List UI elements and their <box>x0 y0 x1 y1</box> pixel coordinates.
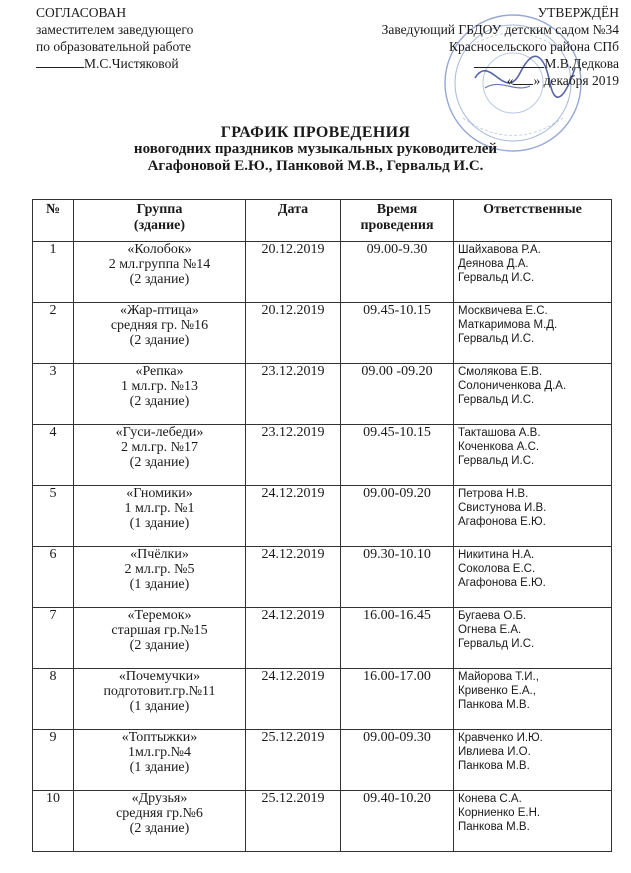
row-responsible <box>454 669 612 730</box>
responsible-3: Гервальд И.С. <box>458 333 535 345</box>
responsible-1: Такташова А.В. <box>458 427 541 439</box>
row-responsible <box>454 730 612 791</box>
row-number: 8 <box>33 669 74 730</box>
table-row <box>33 364 612 425</box>
row-group <box>74 425 246 486</box>
row-time: 09.30-10.10 <box>341 547 454 608</box>
approval-right-date-line <box>382 72 619 89</box>
title-line-3: Агафоновой Е.Ю., Панковой М.В., Гервальд И.С. <box>147 158 484 174</box>
group-name: «Топтыжки» <box>121 730 198 745</box>
responsible-3: Гервальд И.С. <box>458 394 535 406</box>
group-name: «Колобок» <box>127 242 192 257</box>
row-group <box>74 242 246 303</box>
approval-right-title: УТВЕРЖДЁН <box>537 5 619 20</box>
row-date: 24.12.2019 <box>246 486 341 547</box>
group-class: 1 мл.гр. №1 <box>124 501 195 516</box>
date-open-quote: « <box>506 73 514 88</box>
header-time <box>341 200 454 242</box>
row-time: 09.00-09.30 <box>341 730 454 791</box>
header-group-sub: (здание) <box>133 218 186 233</box>
group-building: (2 здание) <box>129 272 190 287</box>
row-number: 4 <box>33 425 74 486</box>
date-year: 2019 <box>592 73 619 88</box>
row-group <box>74 791 246 852</box>
responsible-2: Маткаримова М.Д. <box>458 319 558 331</box>
group-building: (2 здание) <box>129 394 190 409</box>
row-date: 23.12.2019 <box>246 364 341 425</box>
row-time: 09.00-09.20 <box>341 486 454 547</box>
table-row <box>33 608 612 669</box>
responsible-1: Москвичева Е.С. <box>458 305 548 317</box>
table-row <box>33 791 612 852</box>
row-time: 09.00 -09.20 <box>341 364 454 425</box>
group-building: (1 здание) <box>129 760 190 775</box>
schedule-table <box>32 199 612 852</box>
approval-right-name: М.В.Дедкова <box>544 56 619 71</box>
day-blank <box>513 72 533 85</box>
group-building: (1 здание) <box>129 577 190 592</box>
responsible-3: Гервальд И.С. <box>458 638 535 650</box>
row-time: 16.00-17.00 <box>341 669 454 730</box>
table-row <box>33 303 612 364</box>
group-building: (1 здание) <box>129 516 190 531</box>
group-class: 2 мл.группа №14 <box>108 257 211 272</box>
responsible-2: Огнева Е.А. <box>458 624 522 636</box>
document-title <box>0 124 631 175</box>
group-class: старшая гр.№15 <box>111 623 208 638</box>
row-responsible <box>454 364 612 425</box>
row-responsible <box>454 608 612 669</box>
row-responsible <box>454 547 612 608</box>
group-name: «Репка» <box>135 364 184 379</box>
row-number: 6 <box>33 547 74 608</box>
row-group <box>74 547 246 608</box>
row-number: 1 <box>33 242 74 303</box>
responsible-3: Агафонова Е.Ю. <box>458 516 546 528</box>
row-group <box>74 486 246 547</box>
table-row <box>33 547 612 608</box>
title-line-2: новогодних праздников музыкальных руководителей <box>133 141 498 157</box>
row-number: 10 <box>33 791 74 852</box>
group-name: «Гуси-лебеди» <box>115 425 204 440</box>
responsible-2: Деянова Д.А. <box>458 258 529 270</box>
row-group <box>74 364 246 425</box>
group-name: «Гномики» <box>126 486 193 501</box>
group-name: «Теремок» <box>127 608 192 623</box>
responsible-2: Свистунова И.В. <box>458 502 547 514</box>
group-building: (2 здание) <box>129 455 190 470</box>
responsible-1: Петрова Н.В. <box>458 488 529 500</box>
table-row <box>33 669 612 730</box>
approval-right-district: Красносельского района СПб <box>449 39 619 54</box>
group-building: (2 здание) <box>129 821 190 836</box>
responsible-2: Солониченкова Д.А. <box>458 380 567 392</box>
group-class: подготовит.гр.№11 <box>103 684 216 699</box>
responsible-1: Смолякова Е.В. <box>458 366 543 378</box>
header-time-sub: проведения <box>360 218 434 233</box>
responsible-3: Панкова М.В. <box>458 760 530 772</box>
row-responsible <box>454 242 612 303</box>
responsible-1: Шайхавова Р.А. <box>458 244 541 256</box>
responsible-1: Конева С.А. <box>458 793 522 805</box>
row-time: 09.00-9.30 <box>341 242 454 303</box>
approval-right-block <box>382 4 619 89</box>
row-group <box>74 608 246 669</box>
table-row <box>33 425 612 486</box>
group-class: 1мл.гр.№4 <box>128 745 191 760</box>
row-number: 9 <box>33 730 74 791</box>
row-date: 25.12.2019 <box>246 730 341 791</box>
signature-blank <box>36 55 84 68</box>
approval-left-title: СОГЛАСОВАН <box>36 5 127 20</box>
row-number: 7 <box>33 608 74 669</box>
responsible-3: Гервальд И.С. <box>458 272 535 284</box>
responsible-2: Ивлиева И.О. <box>458 746 531 758</box>
row-date: 24.12.2019 <box>246 608 341 669</box>
row-date: 20.12.2019 <box>246 242 341 303</box>
table-header-row <box>33 200 612 242</box>
group-class: 2 мл.гр. №17 <box>121 440 198 455</box>
row-time: 09.45-10.15 <box>341 425 454 486</box>
approval-right-position: Заведующий ГБДОУ детским садом №34 <box>381 22 619 37</box>
group-class: 1 мл.гр. №13 <box>121 379 198 394</box>
row-number: 3 <box>33 364 74 425</box>
responsible-2: Корниенко Е.Н. <box>458 807 541 819</box>
row-number: 2 <box>33 303 74 364</box>
group-name: «Почемучки» <box>118 669 201 684</box>
responsible-2: Кривенко Е.А., <box>458 685 536 697</box>
group-building: (1 здание) <box>129 699 190 714</box>
approval-left-block <box>36 4 193 72</box>
title-line-1: ГРАФИК ПРОВЕДЕНИЯ <box>220 124 411 141</box>
responsible-1: Кравченко И.Ю. <box>458 732 543 744</box>
approval-left-signature-line <box>36 55 193 72</box>
approval-left-position: заместителем заведующего <box>36 22 194 37</box>
row-responsible <box>454 791 612 852</box>
group-building: (2 здание) <box>129 333 190 348</box>
row-group <box>74 669 246 730</box>
date-close-quote: » <box>533 73 541 88</box>
group-name: «Пчёлки» <box>130 547 189 562</box>
row-date: 24.12.2019 <box>246 547 341 608</box>
row-responsible <box>454 303 612 364</box>
group-class: средняя гр. №16 <box>110 318 209 333</box>
group-class: 2 мл.гр. №5 <box>124 562 195 577</box>
header-group <box>74 200 246 242</box>
header-num: № <box>33 200 74 242</box>
responsible-3: Панкова М.В. <box>458 821 530 833</box>
table-row <box>33 242 612 303</box>
group-class: средняя гр.№6 <box>116 806 203 821</box>
approval-right-signature-line <box>382 55 619 72</box>
row-group <box>74 303 246 364</box>
responsible-2: Соколова Е.С. <box>458 563 536 575</box>
header-group-label: Группа <box>136 202 183 217</box>
table-row <box>33 730 612 791</box>
responsible-3: Гервальд И.С. <box>458 455 535 467</box>
row-responsible <box>454 425 612 486</box>
header-responsible: Ответственные <box>454 200 612 242</box>
approval-left-department: по образовательной работе <box>36 39 191 54</box>
row-date: 24.12.2019 <box>246 669 341 730</box>
row-number: 5 <box>33 486 74 547</box>
row-date: 23.12.2019 <box>246 425 341 486</box>
responsible-1: Майорова Т.И., <box>458 671 539 683</box>
responsible-1: Бугаева О.Б. <box>458 610 527 622</box>
responsible-3: Панкова М.В. <box>458 699 530 711</box>
responsible-1: Никитина Н.А. <box>458 549 535 561</box>
row-date: 25.12.2019 <box>246 791 341 852</box>
responsible-2: Коченкова А.С. <box>458 441 540 453</box>
header-time-label: Время <box>376 202 418 217</box>
header-date: Дата <box>246 200 341 242</box>
row-date: 20.12.2019 <box>246 303 341 364</box>
signature-blank <box>474 55 544 68</box>
responsible-3: Агафонова Е.Ю. <box>458 577 546 589</box>
row-group <box>74 730 246 791</box>
date-month: декабря <box>543 73 589 88</box>
approval-left-name: М.С.Чистяковой <box>84 56 179 71</box>
row-responsible <box>454 486 612 547</box>
row-time: 09.45-10.15 <box>341 303 454 364</box>
row-time: 09.40-10.20 <box>341 791 454 852</box>
group-name: «Жар-птица» <box>120 303 199 318</box>
group-name: «Друзья» <box>131 791 188 806</box>
row-time: 16.00-16.45 <box>341 608 454 669</box>
group-building: (2 здание) <box>129 638 190 653</box>
table-row <box>33 486 612 547</box>
